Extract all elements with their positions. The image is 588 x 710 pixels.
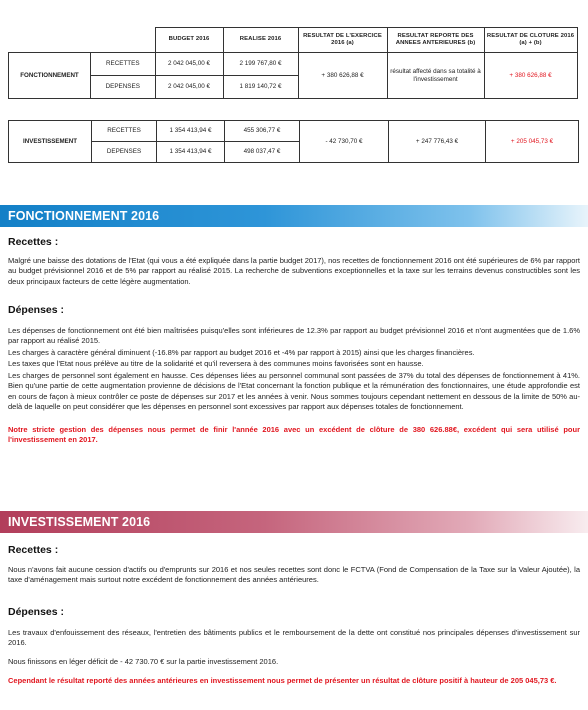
cell-resultat-cloture: + 380 626,88 € — [484, 53, 577, 99]
section-label: FONCTIONNEMENT — [9, 53, 91, 99]
recettes-heading: Recettes : — [8, 236, 59, 248]
section-label: INVESTISSEMENT — [9, 121, 92, 163]
cell-realise: 455 306,77 € — [225, 121, 300, 142]
depenses-paragraph: Les dépenses de fonctionnement ont été bien maîtrisées puisqu'elles sont inférieures de 12.3% par rapport au budget prévisionnel 2016 et n'ont augmentées que de 1.6% par rapport au réalisé 2015. — [8, 326, 580, 346]
depenses-paragraph: Les travaux d'enfouissement des réseaux, l'entretien des bâtiments publics et le remboursement de la dette ont constitué nos principales dépenses d'investissement sur 2016. — [8, 628, 580, 648]
depenses-paragraph: Les charges de personnel sont également en hausse. Ces dépenses liées au personnel communal sont passées de 37% du total des dépenses de fonctionnement à 41%. Bien qu'une partie de cette augmentation provienne de décisions de l'Etat concernant la fonction publique et la rémunération des fonctionnaires, une étude approfondie est en cours de façon à mieux contrôler ce poste de dépenses sur 2017 et les années à venir. Nous sommes toujours cependant nettement en dessous de la limite de 50% au-delà de laquelle on peut considérer que les dépenses en personnel sont excessives par rapport aux dépenses totales de fonctionnement. — [8, 371, 580, 411]
depenses-heading: Dépenses : — [8, 304, 65, 316]
conclusion-text: Notre stricte gestion des dépenses nous permet de finir l'année 2016 avec un excédent de clôture de 380 626.88€, excédent qui sera utilisé pour l'investissement en 2017. — [8, 425, 580, 445]
cell-realise: 1 819 140,72 € — [223, 76, 298, 99]
fonctionnement-summary-table — [8, 27, 578, 99]
cell-resultat-reporte: + 247 776,43 € — [389, 121, 486, 163]
header-resultat-cloture: RESULTAT DE CLOTURE 2016 (a) + (b) — [484, 28, 577, 53]
header-resultat-exercice: RESULTAT DE L'EXERCICE 2016 (a) — [298, 28, 387, 53]
row-label-depenses: DEPENSES — [91, 76, 156, 99]
cell-budget: 1 354 413,94 € — [157, 142, 225, 163]
investissement-summary-table — [8, 120, 579, 163]
header-budget: BUDGET 2016 — [155, 28, 223, 53]
depenses-paragraph: Les charges à caractère général diminuent (-16.8% par rapport au budget 2016 et -4% par rapport à 2015) ainsi que les charges financières. — [8, 348, 475, 357]
cell-realise: 2 199 767,80 € — [223, 53, 298, 76]
section-banner-fonctionnement — [0, 205, 588, 227]
depenses-paragraph: Les taxes que l'Etat nous prélève au titre de la solidarité et qu'il reversera à des communes moins favorisées sont en hausse. — [8, 359, 424, 368]
cell-resultat-exercice: + 380 626,88 € — [298, 53, 387, 99]
row-label-depenses: DEPENSES — [92, 142, 157, 163]
row-label-recettes: RECETTES — [91, 53, 156, 76]
section-banner-investissement — [0, 511, 588, 533]
empty-cell — [9, 28, 91, 53]
section-title: FONCTIONNEMENT 2016 — [8, 209, 160, 223]
cell-realise: 498 037,47 € — [225, 142, 300, 163]
cell-budget: 2 042 045,00 € — [155, 76, 223, 99]
depenses-heading: Dépenses : — [8, 606, 65, 618]
cell-resultat-exercice: - 42 730,70 € — [300, 121, 389, 163]
section-title: INVESTISSEMENT 2016 — [8, 515, 151, 529]
conclusion-text: Cependant le résultat reporté des années antérieures en investissement nous permet de présenter un résultat de clôture positif à hauteur de 205 045,73 €. — [8, 676, 557, 685]
recettes-paragraph: Malgré une baisse des dotations de l'Etat (qui vous a été expliquée dans la partie budget 2017), nos recettes de fonctionnement 2016 ont été supérieures de 6% par rapport au budget prévisionnel 2016 et de 5% par rapport au réalisé 2015. La recherche de subventions exceptionnelles et la taxe sur les terrains devenus constructibles sont les deux principaux facteurs de cette légère augmentation. — [8, 256, 580, 286]
cell-budget: 1 354 413,94 € — [157, 121, 225, 142]
header-resultat-reporte: RESULTAT REPORTE DES ANNEES ANTERIEURES (b) — [387, 28, 484, 53]
cell-budget: 2 042 045,00 € — [155, 53, 223, 76]
cell-resultat-cloture: + 205 045,73 € — [486, 121, 579, 163]
empty-cell — [91, 28, 156, 53]
cell-resultat-reporte: résultat affecté dans sa totalité à l'investissement — [387, 53, 484, 99]
depenses-paragraph: Nous finissons en léger déficit de - 42 730.70 € sur la partie investissement 2016. — [8, 657, 279, 666]
recettes-heading: Recettes : — [8, 544, 59, 556]
header-realise: REALISE 2016 — [223, 28, 298, 53]
recettes-paragraph: Nous n'avons fait aucune cession d'actifs ou d'emprunts sur 2016 et nos seules recettes sont donc le FCTVA (Fond de Compensation de la Taxe sur la Valeur Ajoutée), la taxe d'aménagement mais surtout notre excédent de fonctionnement des années antérieures. — [8, 565, 580, 585]
row-label-recettes: RECETTES — [92, 121, 157, 142]
